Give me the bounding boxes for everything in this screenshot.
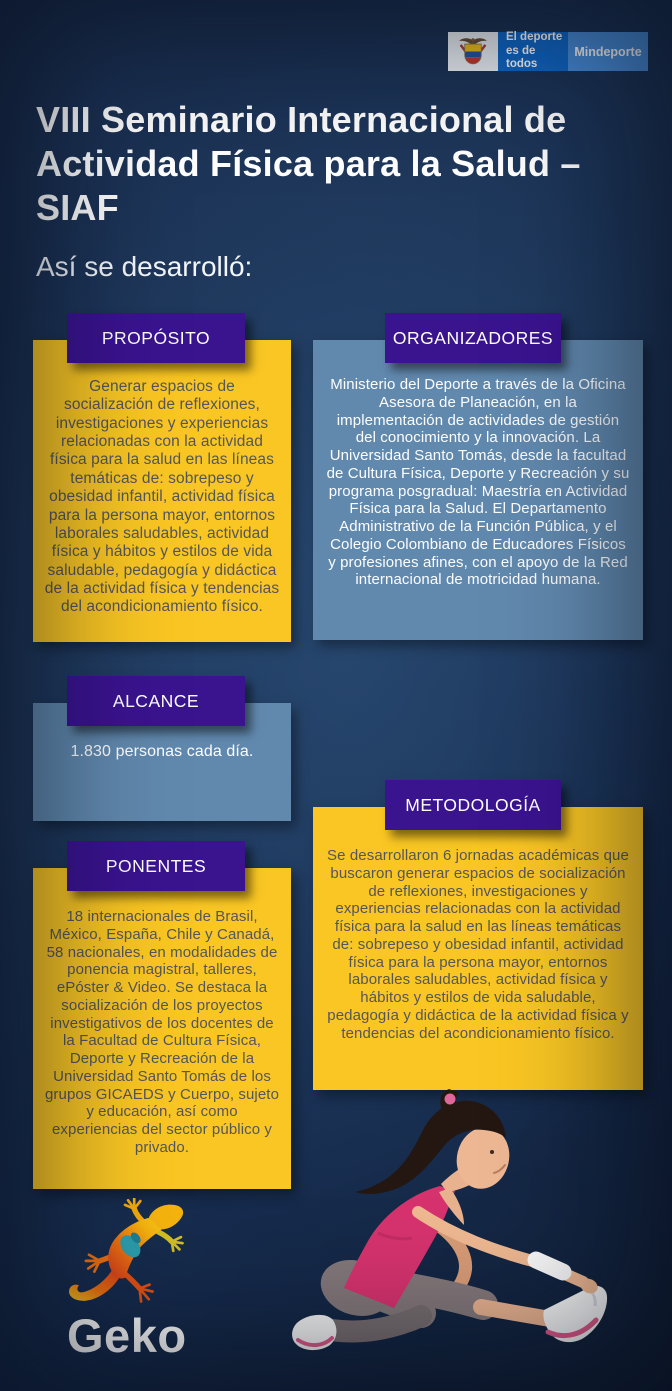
proposito-body: Generar espacios de socialización de reflexiones, investigaciones y experiencias relacionadas con la actividad física para la salud en las líneas temáticas de: sobrepeso y obesidad infantil, actividad física para la persona mayor, entornos laborales saludables, actividad física y hábitos y estilos de vida saludable, pedagogía y didáctica de la actividad física y tendencias del acondicionamiento físico. [44,378,280,616]
colombia-coat-of-arms-icon [448,32,498,71]
organizadores-card [313,340,643,640]
mindeporte-wordmark: Mindeporte [568,32,648,71]
ministry-banner [448,32,648,71]
organizadores-header: ORGANIZADORES [385,313,561,363]
banner-slogan-line1: El deporte [506,31,563,44]
gecko-front-right-leg [158,1232,172,1242]
banner-slogan-line2: es de todos [506,44,538,71]
ponentes-body: 18 internacionales de Brasil, México, España, Chile y Canadá, 58 nacionales, en modalidades de ponencia magistral, talleres, ePóster & Video. Se destaca la socialización de los proyectos investigativos de los docentes de la Facultad de Cultura Física, Deporte y Recreación de la Universidad Santo Tomás de los grupos GICAEDS y Cuerpo, sujeto y educación, así como experiencias del sector público y privado. [44,908,280,1156]
coat-of-arms-graphic [452,35,494,68]
page-title: VIII Seminario Internacional de Actividad Física para la Salud – SIAF [36,99,581,228]
gecko-rear-right-leg [124,1273,139,1288]
proposito-card [33,340,291,642]
alcance-header: ALCANCE [67,676,245,726]
gecko-icon [55,1198,195,1313]
geko-wordmark: Geko [67,1309,187,1362]
metodologia-card [313,807,643,1090]
metodologia-header: METODOLOGÍA [385,780,561,830]
organizadores-body: Ministerio del Deporte a través de la Oficina Asesora de Planeación, en la implementación de actividades de gestión del conocimiento y la innovación. La Universidad Santo Tomás, desde la facultad de Cultura Física, Deporte y Recreación y su programa posgradual: Maestría en Actividad Física para la Salud. El Departamento Administrativo de la Función Pública, y el Colegio Colombiano de Educadores Físicos y profesiones afines, con el apoyo de la Red internacional de motricidad humana. [326,376,630,589]
alcance-body: 1.830 personas cada día. [70,743,254,760]
banner-slogan [498,32,568,71]
geko-logo [55,1198,215,1363]
ponentes-header: PONENTES [67,841,245,891]
page-subtitle: Así se desarrolló: [36,251,253,282]
metodologia-body: Se desarrollaron 6 jornadas académicas que buscaron generar espacios de socialización de reflexiones, investigaciones y experiencias relacionadas con la actividad física para la salud en las líneas temáticas de: sobrepeso y obesidad infantil, actividad física para la persona mayor, entornos laborales saludables, actividad física y hábitos y estilos de vida saludable, pedagogía y didáctica de la actividad física y tendencias del acondicionamiento físico. [327,847,629,1042]
proposito-header: PROPÓSITO [67,313,245,363]
ponentes-card [33,868,291,1189]
stretching-athlete-image [278,1088,672,1391]
